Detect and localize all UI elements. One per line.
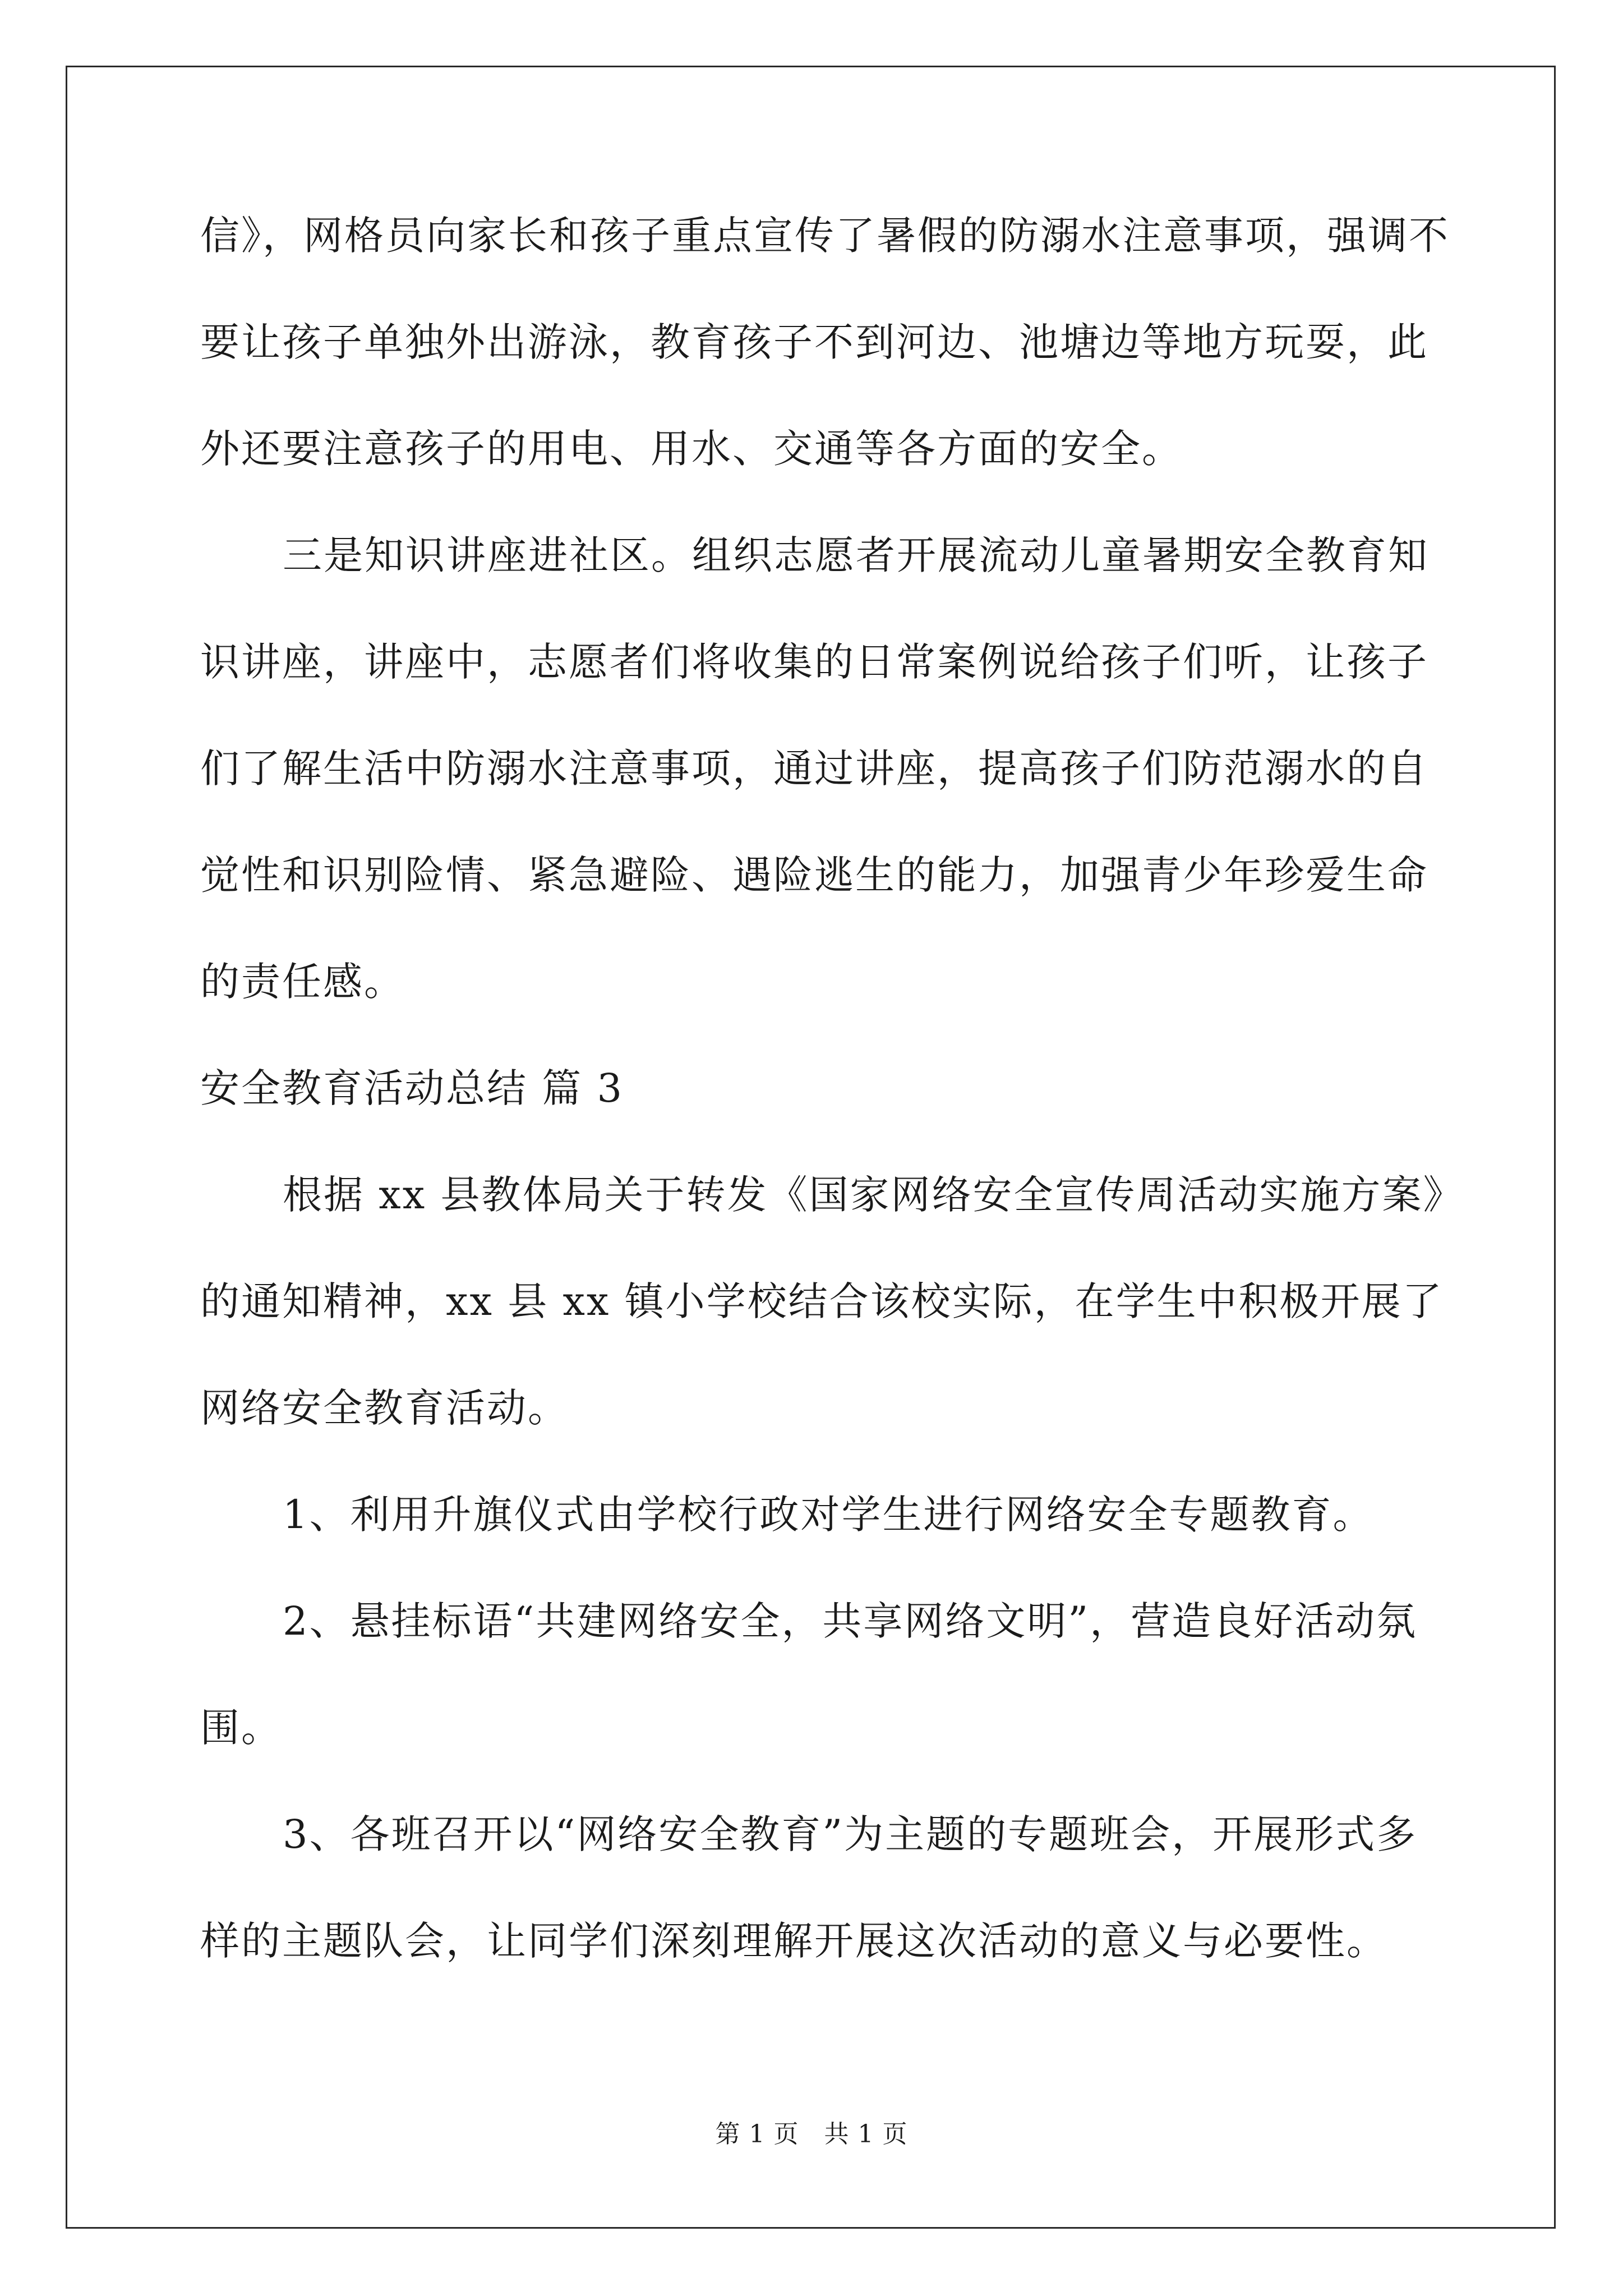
body-line: 识讲座，讲座中，志愿者们将收集的日常案例说给孩子们听，让孩子 (200, 639, 1428, 685)
body-line: 围。 (200, 1705, 282, 1751)
page-border (66, 66, 1556, 2229)
body-line: 样的主题队会，让同学们深刻理解开展这次活动的意义与必要性。 (200, 1918, 1387, 1964)
body-line: 们了解生活中防溺水注意事项，通过讲座，提高孩子们防范溺水的自 (200, 746, 1428, 792)
paragraph-first-line: 三是知识讲座进社区。组织志愿者开展流动儿童暑期安全教育知 (283, 532, 1429, 578)
body-line: 的责任感。 (200, 959, 405, 1005)
list-item-2: 2、悬挂标语“共建网络安全，共享网络文明”，营造良好活动氛 (283, 1598, 1418, 1644)
body-line: 的通知精神，xx 县 xx 镇小学校结合该校实际，在学生中积极开展了 (200, 1278, 1444, 1324)
page-footer: 第 1 页 共 1 页 (715, 2120, 908, 2148)
body-line: 网络安全教育活动。 (200, 1385, 569, 1431)
section-heading: 安全教育活动总结 篇 3 (200, 1065, 624, 1111)
body-line: 觉性和识别险情、紧急避险、遇险逃生的能力，加强青少年珍爱生命 (200, 852, 1428, 898)
list-item-1: 1、利用升旗仪式由学校行政对学生进行网络安全专题教育。 (283, 1492, 1374, 1538)
body-line: 外还要注意孩子的用电、用水、交通等各方面的安全。 (200, 426, 1183, 472)
list-item-3: 3、各班召开以“网络安全教育”为主题的专题班会，开展形式多 (283, 1811, 1418, 1857)
body-line: 要让孩子单独外出游泳，教育孩子不到河边、池塘边等地方玩耍，此 (200, 319, 1428, 365)
body-line: 信》，网格员向家长和孩子重点宣传了暑假的防溺水注意事项，强调不 (200, 213, 1450, 259)
paragraph-first-line: 根据 xx 县教体局关于转发《国家网络安全宣传周活动实施方案》 (283, 1172, 1464, 1218)
